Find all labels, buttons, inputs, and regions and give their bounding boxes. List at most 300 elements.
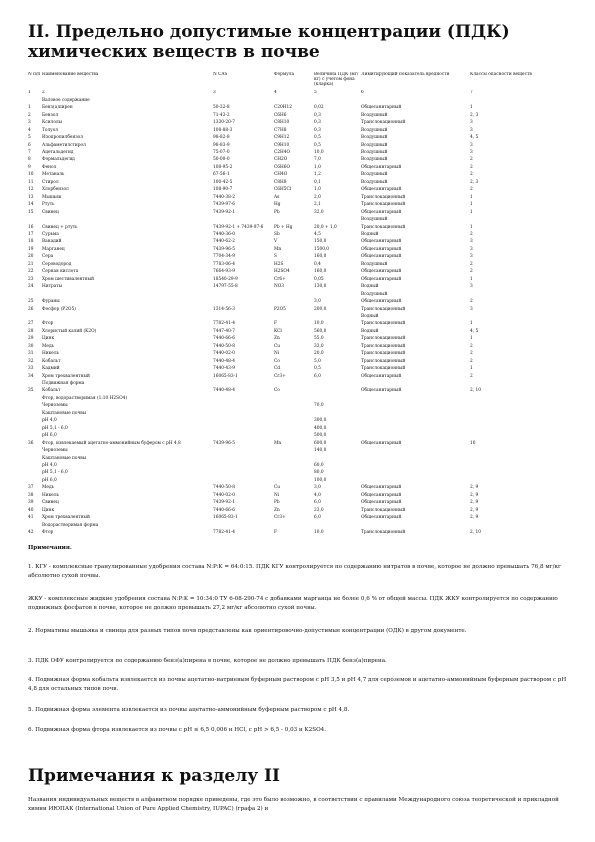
table-cell: 2 bbox=[470, 351, 473, 357]
table-cell: Водный bbox=[361, 284, 379, 290]
table-cell: 1,0 bbox=[314, 164, 321, 170]
table-cell: Общесанитарный bbox=[361, 105, 402, 111]
note-item: ЖКУ - комплексные жидкие удобрения состава N:P:K = 10:34:0 ТУ 6-08-290-74 с добавками марганца не более 0,6 % от общей массы. ПДК ЖКУ контролируется по содержанию подвижных фосфатов в почве, которое не должно превышать 27,2 мг/кг абсолютно сухой почвы. bbox=[28, 596, 558, 611]
table-cell: 1 bbox=[470, 202, 473, 208]
table-cell: Цинк bbox=[42, 336, 55, 342]
table-cell: Транслокационный bbox=[361, 530, 406, 536]
table-cell: 7440-62-2 bbox=[213, 239, 236, 245]
table-cell bbox=[314, 455, 361, 462]
table-cell bbox=[470, 455, 573, 462]
table-row bbox=[28, 373, 573, 380]
table-cell: Ванадий bbox=[42, 239, 62, 245]
table-row bbox=[28, 328, 573, 335]
table-row bbox=[28, 104, 573, 111]
table-cell bbox=[274, 432, 314, 439]
table-cell: Воздушный bbox=[361, 142, 388, 148]
table-cell: 13 bbox=[28, 194, 34, 200]
table-cell: 20,0 + 1,0 bbox=[314, 224, 337, 230]
table-row bbox=[28, 507, 573, 514]
table-cell bbox=[470, 97, 573, 104]
table-cell: Воздушный bbox=[361, 149, 388, 155]
table-cell: 10,0 bbox=[314, 321, 324, 327]
header-cell: Величина ПДК (мг/кг) с учетом фона (кларка) bbox=[314, 72, 359, 88]
table-cell: C6H5Cl bbox=[274, 187, 292, 193]
table-row bbox=[28, 522, 573, 529]
table-cell bbox=[470, 425, 573, 432]
table-cell bbox=[470, 432, 573, 439]
table-cell: C9H12 bbox=[274, 135, 290, 141]
table-cell: 2 bbox=[470, 373, 473, 379]
table-row bbox=[28, 298, 573, 305]
table-cell: 21 bbox=[28, 261, 34, 267]
table-cell: 600,0 bbox=[314, 440, 327, 446]
table-cell: Общесанитарный bbox=[361, 485, 402, 491]
table-cell: Каштановые почвы bbox=[42, 455, 87, 461]
table-cell: 1 bbox=[470, 224, 473, 230]
table-cell: Транслокационный bbox=[361, 306, 406, 312]
table-cell: 20,0 bbox=[314, 351, 324, 357]
table-cell: 2, 3 bbox=[470, 179, 479, 185]
table-cell bbox=[274, 97, 314, 104]
table-cell: Сера bbox=[42, 254, 54, 260]
table-cell: Hg bbox=[274, 202, 281, 208]
table-cell bbox=[28, 455, 42, 462]
table-cell: 26 bbox=[28, 306, 34, 312]
table-cell: Zn bbox=[274, 507, 280, 513]
table-cell: 2 bbox=[470, 269, 473, 275]
table-cell: 2, 3 bbox=[470, 112, 479, 118]
table-cell bbox=[213, 395, 274, 402]
table-cell: 7447-40-7 bbox=[213, 328, 236, 334]
table-cell: 108-95-2 bbox=[213, 164, 233, 170]
table-cell: 200,0 bbox=[314, 306, 327, 312]
table-cell: 7440-48-4 bbox=[213, 388, 236, 394]
table-cell: Фтор, водорастворимая (1:10 H2SO4) bbox=[42, 395, 127, 401]
table-cell: 300,0 bbox=[314, 418, 327, 424]
table-cell: 7664-93-9 bbox=[213, 269, 236, 275]
table-cell bbox=[213, 97, 274, 104]
table-cell: Cr3+ bbox=[274, 373, 286, 379]
table-cell: Ксилолы bbox=[42, 120, 63, 126]
table-cell: 150,0 bbox=[314, 239, 327, 245]
table-cell bbox=[274, 522, 314, 529]
table-cell: 2 bbox=[470, 187, 473, 193]
table-cell: 41 bbox=[28, 515, 34, 521]
table-row bbox=[28, 179, 573, 186]
table-cell bbox=[274, 447, 314, 454]
table-cell: Mn bbox=[274, 246, 282, 252]
table-cell bbox=[274, 462, 314, 469]
table-cell: 2 bbox=[470, 231, 473, 237]
table-cell: 7439-92-1 + 7439-97-6 bbox=[213, 224, 264, 230]
table-cell bbox=[28, 447, 42, 454]
table-row bbox=[28, 238, 573, 245]
table-cell: C8H8 bbox=[274, 179, 287, 185]
table-cell bbox=[213, 216, 274, 223]
table-cell: 0,5 bbox=[314, 366, 321, 372]
table-cell: 9 bbox=[28, 164, 31, 170]
table-cell: H2S bbox=[274, 261, 284, 267]
table-cell: 7782-41-4 bbox=[213, 530, 236, 536]
table-cell: Хром трехвалентный bbox=[42, 373, 90, 379]
table-cell: 7 bbox=[28, 149, 31, 155]
table-cell: 3,0 bbox=[314, 299, 321, 305]
table-cell: CH2O bbox=[274, 157, 288, 163]
table-cell: 33 bbox=[28, 366, 34, 372]
table-cell: 1 bbox=[28, 105, 31, 111]
table-cell: Транслокационный bbox=[361, 351, 406, 357]
column-number: 7 bbox=[470, 89, 473, 95]
table-cell: 100,0 bbox=[314, 477, 327, 483]
table-cell: 70,0 bbox=[314, 403, 324, 409]
table-cell: 24 bbox=[28, 284, 34, 290]
table-cell: KCl bbox=[274, 328, 282, 334]
table-cell: Общесанитарный bbox=[361, 246, 402, 252]
table-cell: 38 bbox=[28, 492, 34, 498]
table-cell bbox=[213, 447, 274, 454]
table-cell: 0,02 bbox=[314, 105, 324, 111]
table-cell: 7440-66-6 bbox=[213, 507, 236, 513]
table-cell: 42 bbox=[28, 530, 34, 536]
table-cell: 18540-29-9 bbox=[213, 276, 238, 282]
table-cell bbox=[213, 402, 274, 409]
table-cell bbox=[470, 522, 573, 529]
table-cell: 80,0 bbox=[314, 470, 324, 476]
table-cell: 8 bbox=[28, 157, 31, 163]
table-row bbox=[28, 119, 573, 126]
table-cell: 14797-55-8 bbox=[213, 284, 238, 290]
table-cell: Pb + Hg bbox=[274, 224, 293, 230]
table-cell bbox=[274, 417, 314, 424]
table-cell: Co bbox=[274, 358, 280, 364]
table-row bbox=[28, 343, 573, 350]
table-row bbox=[28, 97, 573, 104]
table-cell bbox=[28, 216, 42, 223]
table-cell: 7440-48-4 bbox=[213, 358, 236, 364]
table-cell: Водорастворимая форма bbox=[42, 522, 99, 528]
table-cell: Водный bbox=[361, 313, 379, 319]
table-row bbox=[28, 499, 573, 506]
table-cell: 2,1 bbox=[314, 202, 321, 208]
table-cell: Mn bbox=[274, 440, 282, 446]
table-cell: Каштановые почвы bbox=[42, 410, 87, 416]
table-cell: Бензол bbox=[42, 112, 59, 118]
table-cell: Транслокационный bbox=[361, 358, 406, 364]
table-cell bbox=[470, 469, 573, 476]
table-cell bbox=[470, 216, 573, 223]
table-cell: Альфаметилстирол bbox=[42, 142, 86, 148]
table-cell: 0,4 bbox=[314, 261, 321, 267]
table-cell: 7783-06-4 bbox=[213, 261, 236, 267]
table-cell bbox=[361, 432, 470, 439]
table-cell: 108-90-7 bbox=[213, 187, 233, 193]
table-cell: Свинец bbox=[42, 500, 59, 506]
table-row bbox=[28, 455, 573, 462]
table-cell bbox=[28, 410, 42, 417]
table-cell: Pb bbox=[274, 500, 280, 506]
header-cell: N CAS bbox=[213, 72, 228, 77]
section-title: Примечания к разделу II bbox=[28, 766, 280, 786]
table-row bbox=[28, 492, 573, 499]
table-cell bbox=[470, 395, 573, 402]
table-cell: NO3 bbox=[274, 284, 285, 290]
table-cell: 1 bbox=[470, 105, 473, 111]
table-row bbox=[28, 440, 573, 447]
table-cell: 1 bbox=[470, 336, 473, 342]
table-cell bbox=[42, 313, 213, 320]
table-cell: Мышьяк bbox=[42, 194, 62, 200]
note-item: 4. Подвижная форма кобальта извлекается из почвы ацетатно-натриевым буферным раствором с pH 3,5 и pH 4,7 для сероземов и ацетатно-аммонийным буферным раствором с pH 4,8 для остальных типов почв. bbox=[28, 677, 567, 692]
table-cell: Транслокационный bbox=[361, 343, 406, 349]
table-cell: 0,05 bbox=[314, 276, 324, 282]
table-cell bbox=[274, 402, 314, 409]
table-cell: 7782-41-4 bbox=[213, 321, 236, 327]
table-cell: 17 bbox=[28, 231, 34, 237]
table-cell: 32,0 bbox=[314, 209, 324, 215]
table-cell: 160,0 bbox=[314, 269, 327, 275]
table-row bbox=[28, 313, 573, 320]
table-cell: 1,0 bbox=[314, 187, 321, 193]
table-cell: 18 bbox=[28, 239, 34, 245]
table-cell: Кобальт bbox=[42, 388, 61, 394]
table-cell: 100-42-5 bbox=[213, 179, 233, 185]
table-cell: 3 bbox=[470, 239, 473, 245]
table-row bbox=[28, 462, 573, 469]
table-cell: 3 bbox=[470, 306, 473, 312]
table-cell bbox=[361, 97, 470, 104]
notes-heading: Примечания. bbox=[28, 545, 72, 551]
table-cell: Cu bbox=[274, 343, 281, 349]
column-number: 4 bbox=[274, 89, 277, 95]
table-row bbox=[28, 201, 573, 208]
table-cell: Воздушный bbox=[361, 172, 388, 178]
table-cell: 2, 10 bbox=[470, 388, 481, 394]
table-row bbox=[28, 358, 573, 365]
table-row bbox=[28, 216, 573, 223]
table-cell bbox=[28, 380, 42, 387]
table-cell: Бенз(а)пирен bbox=[42, 105, 73, 111]
table-cell: 3 bbox=[470, 120, 473, 126]
table-row bbox=[28, 432, 573, 439]
table-cell: Медь bbox=[42, 343, 54, 349]
table-cell: 3 bbox=[470, 254, 473, 260]
table-cell: 16065-83-1 bbox=[213, 373, 238, 379]
table-cell bbox=[314, 291, 361, 298]
table-cell: Транслокационный bbox=[361, 224, 406, 230]
table-cell bbox=[213, 298, 274, 305]
table-cell: 71-43-2 bbox=[213, 112, 230, 118]
table-cell bbox=[361, 425, 470, 432]
table-cell: Водный bbox=[361, 231, 379, 237]
table-row bbox=[28, 365, 573, 372]
table-cell: Сурьма bbox=[42, 231, 59, 237]
table-cell: Медь bbox=[42, 485, 54, 491]
table-cell: Sb bbox=[274, 231, 280, 237]
table-cell: 1 bbox=[470, 321, 473, 327]
table-cell: H2SO4 bbox=[274, 269, 290, 275]
table-cell: Формальдегид bbox=[42, 157, 75, 163]
table-cell: 33,0 bbox=[314, 343, 324, 349]
table-row bbox=[28, 276, 573, 283]
table-header-row bbox=[28, 72, 573, 90]
table-cell: Воздушный bbox=[361, 157, 388, 163]
table-cell: 0,1 bbox=[314, 179, 321, 185]
table-cell: Общесанитарный bbox=[361, 515, 402, 521]
table-cell: 2 bbox=[28, 112, 31, 118]
table-cell: 0,5 bbox=[314, 135, 321, 141]
table-cell: 7,0 bbox=[314, 157, 321, 163]
table-cell: Цинк bbox=[42, 507, 55, 513]
table-cell: Общесанитарный bbox=[361, 239, 402, 245]
table-cell bbox=[274, 380, 314, 387]
table-cell: 11 bbox=[28, 179, 34, 185]
table-cell: C6H6O bbox=[274, 164, 291, 170]
table-cell: 2 bbox=[470, 358, 473, 364]
table-cell: 6,0 bbox=[314, 373, 321, 379]
table-cell: 1 bbox=[470, 276, 473, 282]
table-cell: 7704-34-9 bbox=[213, 254, 236, 260]
table-row bbox=[28, 469, 573, 476]
table-cell: Свинец + ртуть bbox=[42, 224, 78, 230]
table-cell: V bbox=[274, 239, 278, 245]
table-cell: 4, 5 bbox=[470, 135, 479, 141]
table-cell: Черноземы bbox=[42, 403, 68, 409]
table-cell: 4 bbox=[28, 127, 31, 133]
table-row bbox=[28, 335, 573, 342]
table-row bbox=[28, 320, 573, 327]
table-cell: Транслокационный bbox=[361, 507, 406, 513]
table-row bbox=[28, 447, 573, 454]
table-cell: Фосфор (P2O5) bbox=[42, 306, 76, 312]
table-cell: 31 bbox=[28, 351, 34, 357]
table-cell: 2 bbox=[470, 164, 473, 170]
table-cell: 5,0 bbox=[314, 358, 321, 364]
table-cell: 2, 9 bbox=[470, 500, 479, 506]
table-cell bbox=[274, 455, 314, 462]
table-cell bbox=[213, 455, 274, 462]
table-cell: 2, 9 bbox=[470, 492, 479, 498]
table-cell: Транслокационный bbox=[361, 120, 406, 126]
table-cell: 7440-38-2 bbox=[213, 194, 236, 200]
table-row bbox=[28, 164, 573, 171]
table-cell: 10 bbox=[28, 172, 34, 178]
table-cell: C9H10 bbox=[274, 142, 290, 148]
table-cell: 140,0 bbox=[314, 448, 327, 454]
table-cell: 22 bbox=[28, 269, 34, 275]
table-cell: 1314-56-3 bbox=[213, 306, 236, 312]
table-cell: 40 bbox=[28, 507, 34, 513]
table-cell: 6,0 bbox=[314, 515, 321, 521]
table-cell: Хром трехвалентный bbox=[42, 515, 90, 521]
table-cell: 108-88-3 bbox=[213, 127, 233, 133]
table-row bbox=[28, 425, 573, 432]
table-cell: 7440-50-8 bbox=[213, 485, 236, 491]
table-cell: 7439-96-5 bbox=[213, 440, 236, 446]
table-cell: Транслокационный bbox=[361, 194, 406, 200]
table-cell: 75-07-0 bbox=[213, 149, 230, 155]
table-cell: 10,0 bbox=[314, 149, 324, 155]
table-cell: 30 bbox=[28, 343, 34, 349]
table-row bbox=[28, 127, 573, 134]
table-cell bbox=[361, 402, 470, 409]
table-cell: 2 bbox=[470, 157, 473, 163]
table-cell: Cu bbox=[274, 485, 281, 491]
table-cell: Свинец bbox=[42, 209, 59, 215]
table-cell: Воздушный bbox=[361, 127, 388, 133]
table-cell bbox=[470, 410, 573, 417]
table-cell bbox=[361, 417, 470, 424]
table-cell: 98-82-8 bbox=[213, 135, 230, 141]
column-number: 6 bbox=[361, 89, 364, 95]
table-cell: pH 4,0 bbox=[42, 463, 57, 469]
table-cell: Общесанитарный bbox=[361, 373, 402, 379]
table-cell bbox=[274, 477, 314, 484]
table-cell: F bbox=[274, 530, 277, 536]
table-cell: Толуол bbox=[42, 127, 59, 133]
header-cell: Классы опасности веществ bbox=[470, 72, 532, 77]
table-cell: 25 bbox=[28, 299, 34, 305]
table-cell: Воздушный bbox=[361, 291, 388, 297]
table-cell bbox=[361, 447, 470, 454]
note-item: 5. Подвижная форма элемента извлекается из почвы ацетатно-аммонийным буферным раствором с pH 4,8. bbox=[28, 707, 350, 713]
table-cell: 130,0 bbox=[314, 284, 327, 290]
table-row bbox=[28, 402, 573, 409]
table-cell bbox=[274, 469, 314, 476]
table-cell: Стирол bbox=[42, 179, 59, 185]
column-number: 2 bbox=[42, 89, 45, 95]
table-cell: 2, 9 bbox=[470, 485, 479, 491]
table-cell: 34 bbox=[28, 373, 34, 379]
table-cell bbox=[361, 462, 470, 469]
table-cell: Pb bbox=[274, 209, 280, 215]
table-cell: Водный bbox=[361, 328, 379, 334]
table-cell: 3 bbox=[470, 284, 473, 290]
table-cell: 7440-02-0 bbox=[213, 351, 236, 357]
table-cell: Cr6+ bbox=[274, 276, 286, 282]
table-cell bbox=[213, 432, 274, 439]
table-cell: C2H4O bbox=[274, 149, 291, 155]
table-row bbox=[28, 477, 573, 484]
note-item: 6. Подвижная форма фтора извлекается из почвы с pH ≤ 6,5 0,006 н HCl, с pH > 6,5 - 0,03 н K2SO4. bbox=[28, 727, 326, 733]
table-cell bbox=[28, 395, 42, 402]
table-cell: P2O5 bbox=[274, 306, 286, 312]
note-item: 1. КГУ - комплексные гранулированные удобрения состава N:P:K = 64:0:15. ПДК КГУ контролируется по содержанию нитратов в почве, которое не должно превышать 76,8 мг/кг абсолютно сухой почвы. bbox=[28, 564, 561, 579]
table-cell: Общесанитарный bbox=[361, 269, 402, 275]
table-cell: Общесанитарный bbox=[361, 276, 402, 282]
table-cell: Черноземы bbox=[42, 448, 68, 454]
table-row bbox=[28, 156, 573, 163]
table-cell: 1 bbox=[470, 209, 473, 215]
table-cell: 20 bbox=[28, 254, 34, 260]
table-cell bbox=[28, 477, 42, 484]
table-cell bbox=[28, 417, 42, 424]
header-cell: Наименование вещества bbox=[42, 72, 99, 77]
table-cell: C8H10 bbox=[274, 120, 290, 126]
table-cell bbox=[361, 410, 470, 417]
table-row bbox=[28, 529, 573, 536]
pdk-table bbox=[28, 72, 573, 537]
column-number: 1 bbox=[28, 89, 31, 95]
table-row bbox=[28, 253, 573, 260]
table-cell: 6,0 bbox=[314, 500, 321, 506]
table-cell bbox=[361, 522, 470, 529]
table-cell bbox=[213, 313, 274, 320]
table-cell bbox=[213, 469, 274, 476]
table-cell bbox=[314, 395, 361, 402]
table-cell bbox=[274, 313, 314, 320]
table-cell: 0,3 bbox=[314, 112, 321, 118]
table-row bbox=[28, 194, 573, 201]
